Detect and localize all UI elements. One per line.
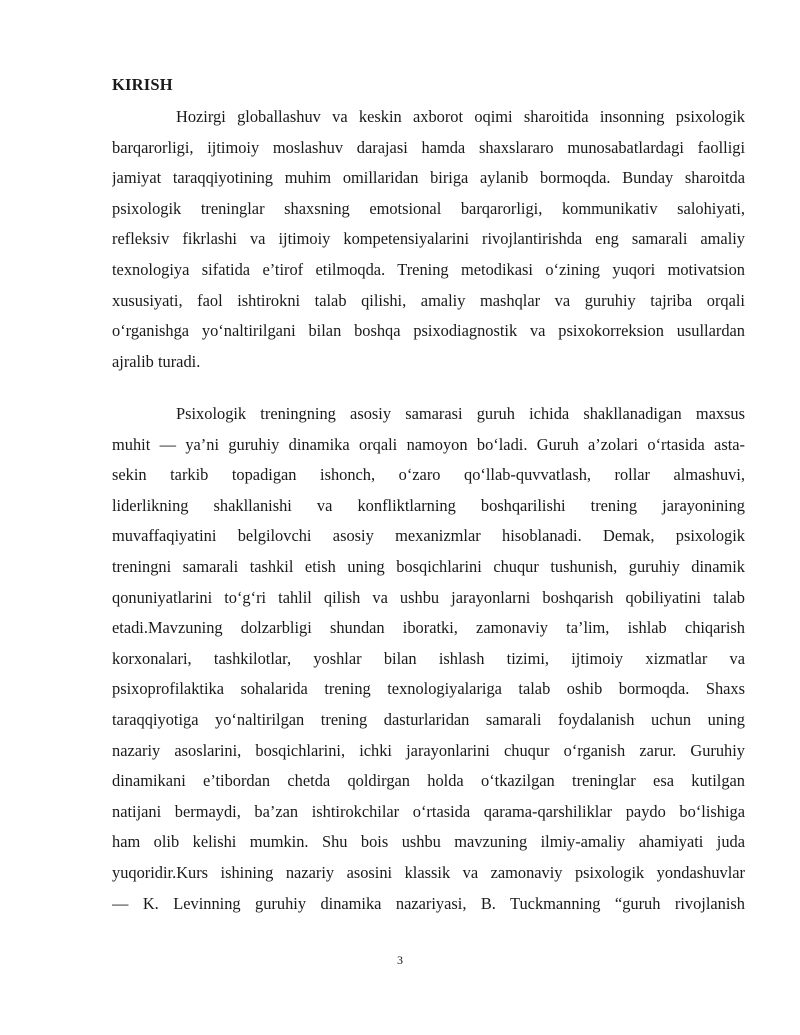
text-line: sekin tarkib topadigan ishonch, o‘zaro qo‘llab-quvvatlash, rollar almashuvi, bbox=[112, 465, 745, 485]
text-line: etadi.Mavzuning dolzarbligi shundan iboratki, zamonaviy ta’lim, ishlab chiqarish bbox=[112, 618, 745, 638]
text-line: yuqoridir.Kurs ishining nazariy asosini klassik va zamonaviy psixologik yondashuvlar bbox=[112, 862, 745, 882]
text-line: nazariy asoslarini, bosqichlarini, ichki jarayonlarini chuqur o‘rganish zarur. Guruhiy bbox=[112, 740, 745, 760]
section-heading: KIRISH bbox=[112, 75, 173, 94]
text-line: qonuniyatlarini to‘g‘ri tahlil qilish va ushbu jarayonlarni boshqarish qobiliyatini talab bbox=[112, 587, 745, 607]
text-line: treningni samarali tashkil etish uning bosqichlarini chuqur tushunish, guruhiy dinamik bbox=[112, 556, 745, 576]
paragraph-2 bbox=[112, 399, 745, 919]
text-line: psixologik treninglar shaxsning emotsional barqarorligi, kommunikativ salohiyati, bbox=[112, 198, 745, 218]
text-line: taraqqiyotiga yo‘naltirilgan trening dasturlaridan samarali foydalanish uchun uning bbox=[112, 709, 745, 729]
text-line: liderlikning shakllanishi va konfliktlarning boshqarilishi trening jarayonining bbox=[112, 495, 745, 515]
text-line: psixoprofilaktika sohalarida trening texnologiyalariga talab oshib bormoqda. Shaxs bbox=[112, 679, 745, 699]
text-line: dinamikani e’tibordan chetda qoldirgan holda o‘tkazilgan treninglar esa kutilgan bbox=[112, 771, 745, 791]
text-line: — K. Levinning guruhiy dinamika nazariyasi, B. Tuckmanning “guruh rivojlanish bbox=[112, 893, 745, 913]
text-line: ajralib turadi. bbox=[112, 351, 201, 371]
text-line: xususiyati, faol ishtirokni talab qilishi, amaliy mashqlar va guruhiy tajriba orqali bbox=[112, 290, 745, 310]
text-line: natijani bermaydi, ba’zan ishtirokchilar o‘rtasida qarama-qarshiliklar paydo bo‘lishiga bbox=[112, 801, 745, 821]
text-line: Psixologik treningning asosiy samarasi guruh ichida shakllanadigan maxsus bbox=[176, 404, 745, 423]
text-line: jamiyat taraqqiyotining muhim omillaridan biriga aylanib bormoqda. Bunday sharoitda bbox=[112, 168, 745, 188]
text-line: muvaffaqiyatini belgilovchi asosiy mexanizmlar hisoblanadi. Demak, psixologik bbox=[112, 526, 745, 546]
text-line: Hozirgi globallashuv va keskin axborot oqimi sharoitida insonning psixologik bbox=[176, 107, 745, 126]
text-line: o‘rganishga yo‘naltirilgani bilan boshqa psixodiagnostik va psixokorreksion usullardan bbox=[112, 321, 745, 341]
text-line: ham olib kelishi mumkin. Shu bois ushbu mavzuning ilmiy-amaliy ahamiyati juda bbox=[112, 832, 745, 852]
text-line: texnologiya sifatida e’tirof etilmoqda. Trening metodikasi o‘zining yuqori motivatsion bbox=[112, 259, 745, 279]
paragraph-1 bbox=[112, 102, 745, 377]
text-line: refleksiv fikrlashi va ijtimoiy kompetensiyalarini rivojlantirishda eng samarali amaliy bbox=[112, 229, 745, 249]
text-line: barqarorligi, ijtimoiy moslashuv darajasi hamda shaxslararo munosabatlardagi faolligi bbox=[112, 137, 745, 157]
page-number: 3 bbox=[397, 953, 403, 967]
text-line: korxonalari, tashkilotlar, yoshlar bilan ishlash tizimi, ijtimoiy xizmatlar va bbox=[112, 648, 745, 668]
text-line: muhit — ya’ni guruhiy dinamika orqali namoyon bo‘ladi. Guruh a’zolari o‘rtasida asta- bbox=[112, 434, 745, 454]
